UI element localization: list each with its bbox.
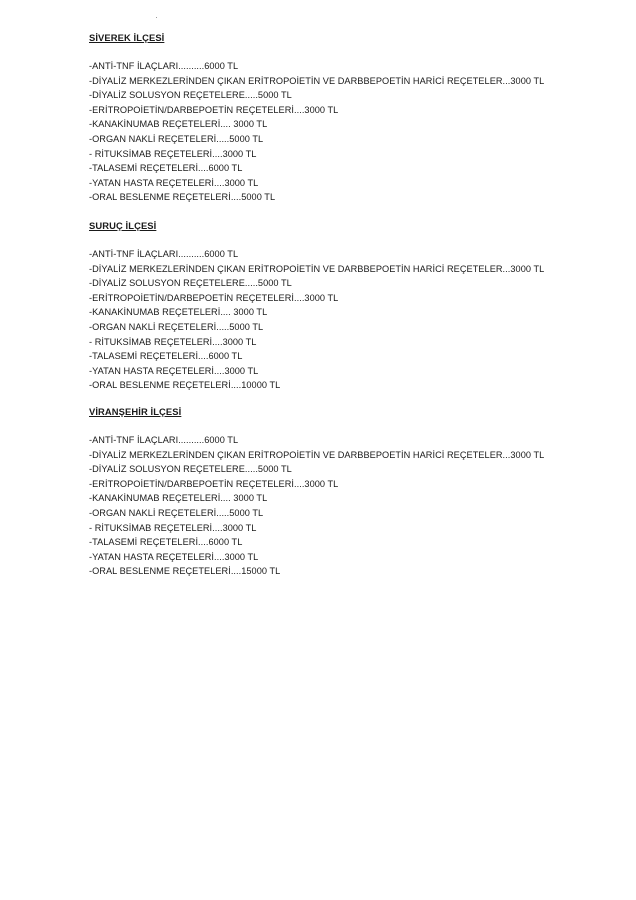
list-item: -ORAL BESLENME REÇETELERİ....5000 TL [89, 192, 276, 203]
list-item: -ANTİ-TNF İLAÇLARI..........6000 TL [89, 435, 239, 445]
list-item: -TALASEMİ REÇETELERİ....6000 TL [89, 351, 243, 362]
list-item: -ERİTROPOİETİN/DARBEPOETİN REÇETELERİ....3000 TL [89, 292, 339, 303]
list-item: -TALASEMİ REÇETELERİ....6000 TL [89, 537, 243, 548]
list-item: -ORGAN NAKLİ REÇETELERİ.....5000 TL [89, 321, 264, 332]
section-suruc [89, 219, 609, 393]
item-list [89, 433, 609, 579]
item-list [89, 247, 609, 393]
list-item: -DİYALİZ SOLUSYON REÇETELERE.....5000 TL [89, 464, 292, 475]
list-item: -DİYALİZ MERKEZLERİNDEN ÇIKAN ERİTROPOİETİN VE DARBBEPOETİN HARİCİ REÇETELER...3000 TL [89, 263, 545, 274]
list-item: -YATAN HASTA REÇETELERİ....3000 TL [89, 551, 259, 562]
list-item: -YATAN HASTA REÇETELERİ....3000 TL [89, 365, 259, 376]
section-heading: SİVEREK İLÇESİ [89, 32, 165, 43]
list-item: -ANTİ-TNF İLAÇLARI..........6000 TL [89, 249, 239, 259]
list-item: -ORGAN NAKLİ REÇETELERİ.....5000 TL [89, 507, 264, 518]
item-list [89, 59, 609, 205]
section-heading: VİRANŞEHİR İLÇESİ [89, 406, 182, 417]
list-item: -KANAKİNUMAB REÇETELERİ.... 3000 TL [89, 119, 268, 130]
list-item: -DİYALİZ MERKEZLERİNDEN ÇIKAN ERİTROPOİETİN VE DARBBEPOETİN HARİCİ REÇETELER...3000 TL [89, 75, 545, 86]
list-item: -DİYALİZ MERKEZLERİNDEN ÇIKAN ERİTROPOİETİN VE DARBBEPOETİN HARİCİ REÇETELER...3000 TL [89, 449, 545, 460]
list-item: -KANAKİNUMAB REÇETELERİ.... 3000 TL [89, 307, 268, 318]
scan-speck [156, 17, 157, 18]
list-item: -ORGAN NAKLİ REÇETELERİ.....5000 TL [89, 133, 264, 144]
list-item: -ORAL BESLENME REÇETELERİ....15000 TL [89, 566, 281, 577]
list-item: -DİYALİZ SOLUSYON REÇETELERE.....5000 TL [89, 90, 292, 101]
list-item: - RİTUKSİMAB REÇETELERİ....3000 TL [89, 522, 257, 533]
list-item: -YATAN HASTA REÇETELERİ....3000 TL [89, 177, 259, 188]
list-item: -ANTİ-TNF İLAÇLARI..........6000 TL [89, 61, 239, 71]
section-viransehir [89, 405, 609, 579]
section-heading: SURUÇ İLÇESİ [89, 220, 157, 231]
list-item: - RİTUKSİMAB REÇETELERİ....3000 TL [89, 148, 257, 159]
list-item: -ERİTROPOİETİN/DARBEPOETİN REÇETELERİ....3000 TL [89, 104, 339, 115]
list-item: -KANAKİNUMAB REÇETELERİ.... 3000 TL [89, 493, 268, 504]
list-item: - RİTUKSİMAB REÇETELERİ....3000 TL [89, 336, 257, 347]
list-item: -ERİTROPOİETİN/DARBEPOETİN REÇETELERİ....3000 TL [89, 478, 339, 489]
list-item: -DİYALİZ SOLUSYON REÇETELERE.....5000 TL [89, 278, 292, 289]
section-siverek [89, 31, 609, 205]
list-item: -TALASEMİ REÇETELERİ....6000 TL [89, 163, 243, 174]
list-item: -ORAL BESLENME REÇETELERİ....10000 TL [89, 380, 281, 391]
